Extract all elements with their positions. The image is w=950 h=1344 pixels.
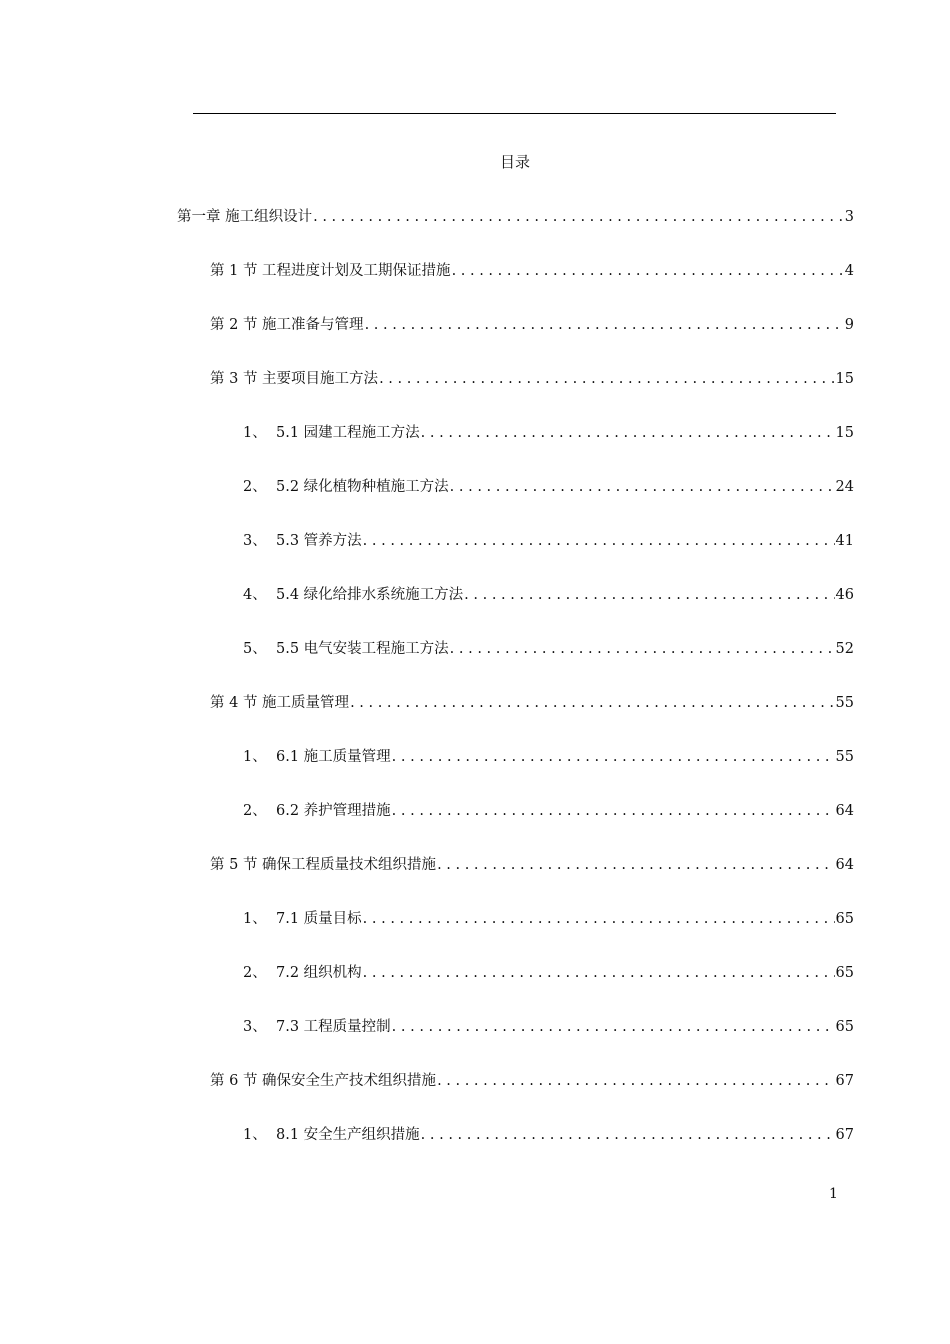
toc-entry[interactable] [243, 907, 854, 927]
toc-entry[interactable] [210, 853, 854, 873]
toc-entry-page: 46 [835, 587, 854, 603]
toc-entry-label: 8.1 安全生产组织措施 [276, 1127, 420, 1143]
dot-leader [392, 1019, 835, 1035]
dot-leader [437, 857, 834, 873]
toc-entry[interactable] [210, 313, 854, 333]
toc-entry[interactable] [177, 205, 854, 225]
page-number: 1 [829, 1186, 838, 1202]
toc-entry[interactable] [243, 529, 854, 549]
toc-entry[interactable] [243, 1015, 854, 1035]
toc-entry[interactable] [243, 961, 854, 981]
toc-entry[interactable] [243, 637, 854, 657]
toc-entry-number: 3、 [243, 1019, 267, 1035]
toc-entry-page: 67 [835, 1073, 854, 1089]
toc-entry-label: 第 5 节 确保工程质量技术组织措施 [210, 857, 437, 873]
dot-leader [363, 911, 835, 927]
toc-entry-number: 2、 [243, 965, 267, 981]
toc-entry-label: 第 6 节 确保安全生产技术组织措施 [210, 1073, 437, 1089]
toc-entry-number: 1、 [243, 425, 267, 441]
toc-entry-page: 65 [835, 911, 854, 927]
toc-entry[interactable] [210, 367, 854, 387]
toc-entry-page: 65 [835, 1019, 854, 1035]
dot-leader [363, 533, 835, 549]
toc-entry[interactable] [243, 475, 854, 495]
toc-entry-label: 5.2 绿化植物种植施工方法 [276, 479, 449, 495]
toc-entry-label: 第 2 节 施工准备与管理 [210, 317, 364, 333]
toc-entry[interactable] [210, 691, 854, 711]
toc-entry[interactable] [243, 745, 854, 765]
toc-entry-label: 7.2 组织机构 [276, 965, 362, 981]
toc-entry[interactable] [243, 421, 854, 441]
toc-entry-page: 52 [835, 641, 854, 657]
toc-entry-page: 67 [835, 1127, 854, 1143]
toc-entry-label: 5.5 电气安装工程施工方法 [276, 641, 449, 657]
toc-entry-page: 41 [835, 533, 854, 549]
dot-leader [392, 803, 835, 819]
dot-leader [392, 749, 835, 765]
toc-entry-page: 15 [835, 371, 854, 387]
dot-leader [450, 641, 835, 657]
toc-entry-page: 4 [844, 263, 854, 279]
dot-leader [464, 587, 834, 603]
dot-leader [421, 1127, 835, 1143]
toc-entry-number: 2、 [243, 479, 267, 495]
toc-entry-page: 3 [844, 209, 854, 225]
toc-entry-label: 5.1 园建工程施工方法 [276, 425, 420, 441]
dot-leader [450, 479, 835, 495]
toc-entry-label: 6.2 养护管理措施 [276, 803, 391, 819]
toc-entry-page: 15 [835, 425, 854, 441]
toc-entry[interactable] [243, 1123, 854, 1143]
header-rule [193, 113, 836, 114]
toc-entry-number: 1、 [243, 1127, 267, 1143]
toc-entry-number: 3、 [243, 533, 267, 549]
toc-entry-label: 7.1 质量目标 [276, 911, 362, 927]
toc-entry-number: 2、 [243, 803, 267, 819]
toc-entry[interactable] [243, 799, 854, 819]
toc-entry-label: 7.3 工程质量控制 [276, 1019, 391, 1035]
toc-entry-label: 6.1 施工质量管理 [276, 749, 391, 765]
dot-leader [363, 965, 835, 981]
toc-entry-page: 64 [835, 803, 854, 819]
dot-leader [379, 371, 834, 387]
toc-entry[interactable] [210, 259, 854, 279]
dot-leader [313, 209, 844, 225]
toc-entry-page: 65 [835, 965, 854, 981]
toc-entry-page: 55 [835, 695, 854, 711]
page-title: 目录 [499, 153, 530, 171]
toc-entry-label: 第 4 节 施工质量管理 [210, 695, 350, 711]
toc-entry-number: 1、 [243, 749, 267, 765]
toc-entry[interactable] [243, 583, 854, 603]
toc-entry-page: 24 [835, 479, 854, 495]
toc-entry-number: 4、 [243, 587, 267, 603]
toc-entry-label: 第一章 施工组织设计 [177, 209, 313, 225]
dot-leader [365, 317, 844, 333]
toc-entry-number: 1、 [243, 911, 267, 927]
toc-entry-label: 5.3 管养方法 [276, 533, 362, 549]
toc-entry-label: 第 3 节 主要项目施工方法 [210, 371, 379, 387]
dot-leader [421, 425, 835, 441]
toc-entry-page: 64 [835, 857, 854, 873]
dot-leader [350, 695, 834, 711]
toc-entry-number: 5、 [243, 641, 267, 657]
toc-entry-label: 第 1 节 工程进度计划及工期保证措施 [210, 263, 451, 279]
toc-entry-label: 5.4 绿化给排水系统施工方法 [276, 587, 464, 603]
toc-entry[interactable] [210, 1069, 854, 1089]
toc-entry-page: 55 [835, 749, 854, 765]
toc-entry-page: 9 [844, 317, 854, 333]
dot-leader [452, 263, 844, 279]
dot-leader [437, 1073, 834, 1089]
